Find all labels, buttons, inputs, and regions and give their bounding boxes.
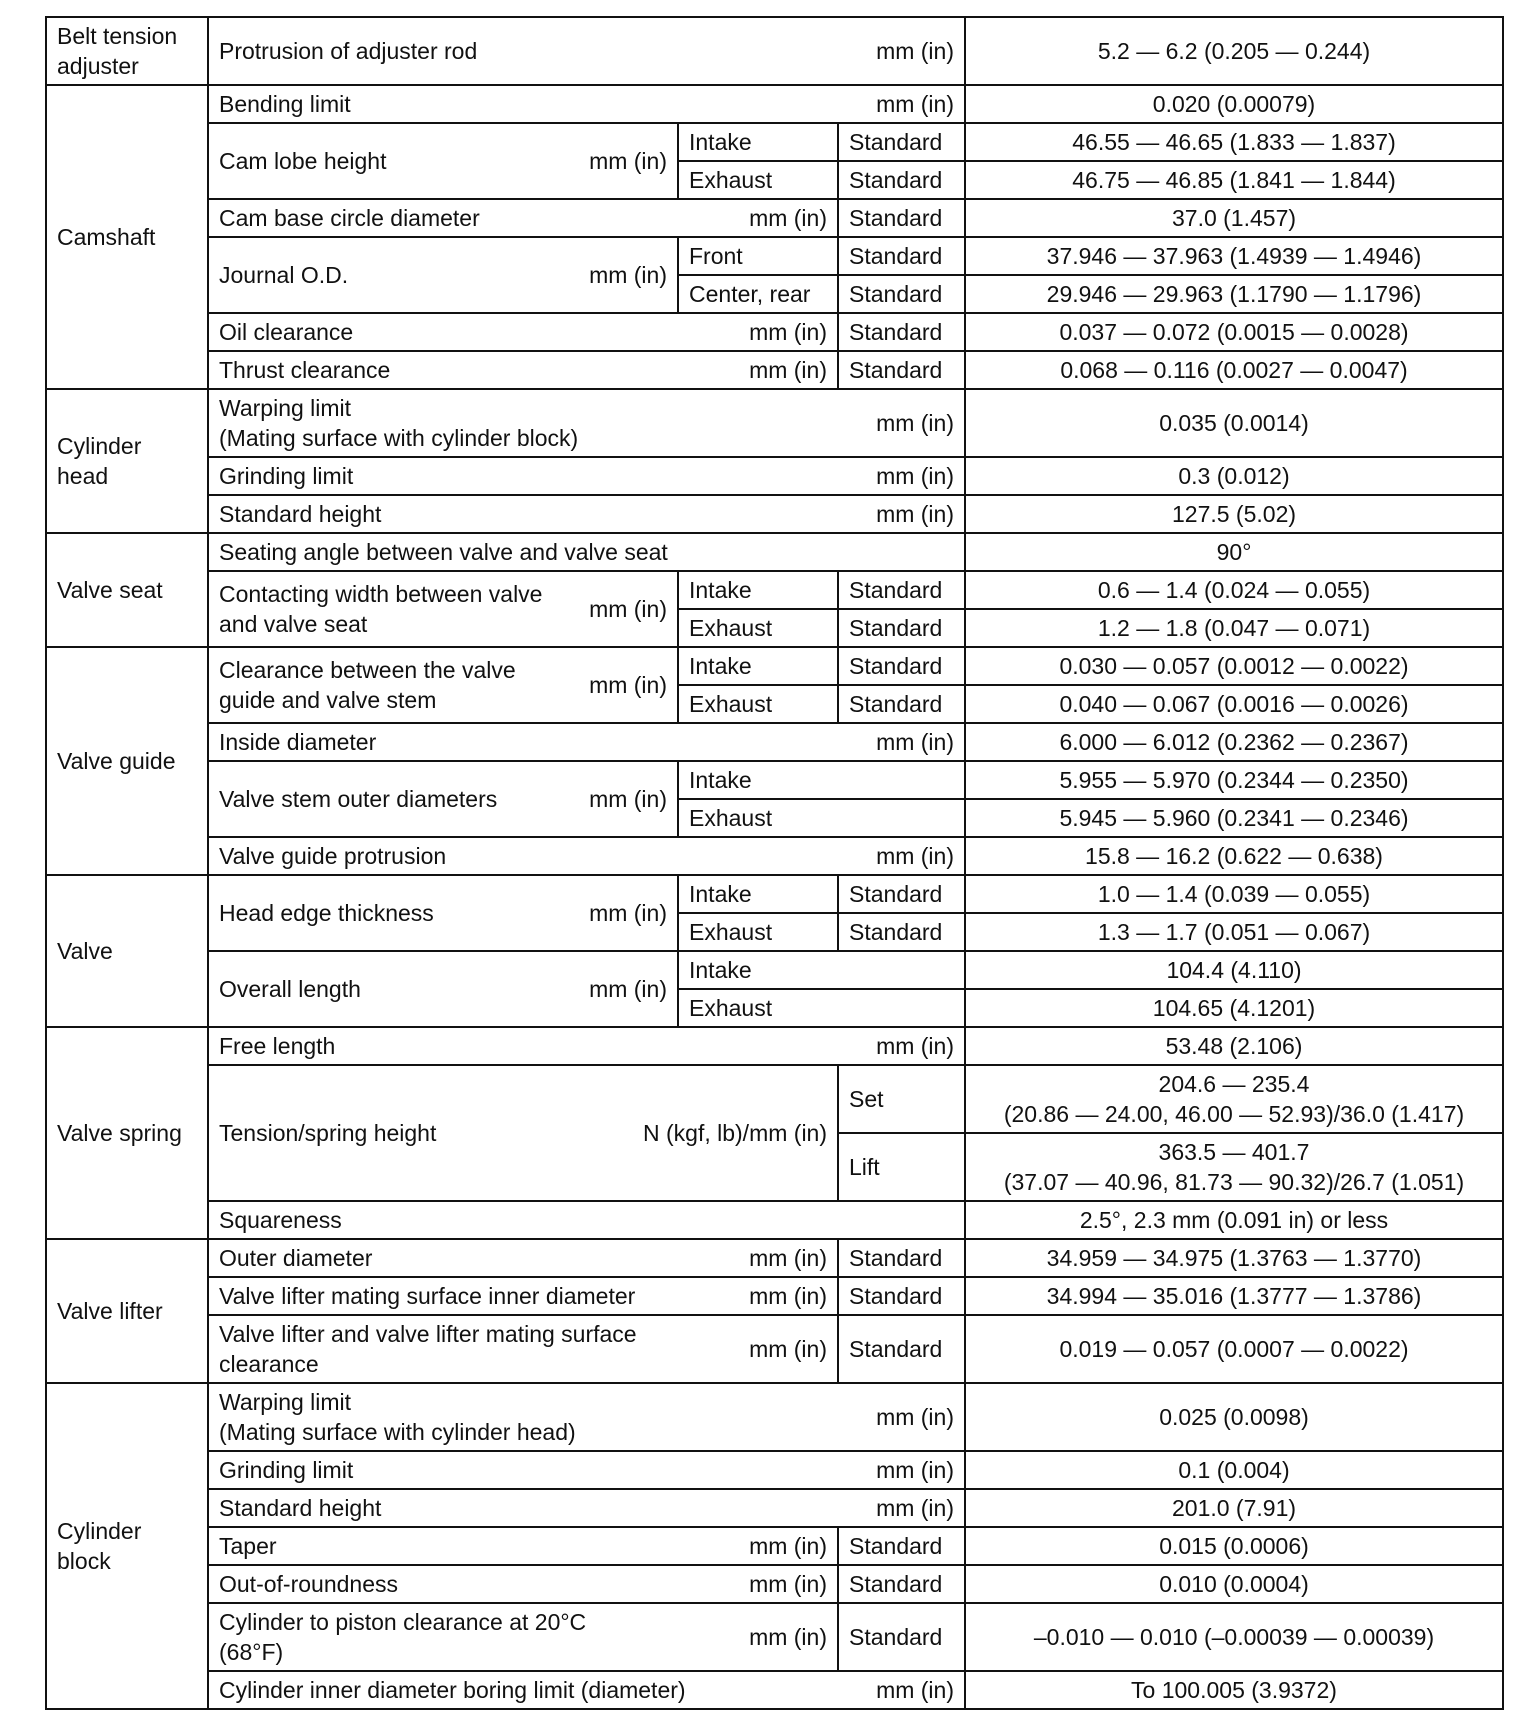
group-cylinder-block: Cylinder block bbox=[46, 1383, 208, 1709]
sub-label: Intake bbox=[678, 571, 838, 609]
value-cell: 0.015 (0.0006) bbox=[965, 1527, 1503, 1565]
standard-label: Standard bbox=[838, 1239, 965, 1277]
standard-label: Standard bbox=[838, 351, 965, 389]
value-cell: 201.0 (7.91) bbox=[965, 1489, 1503, 1527]
sub-label: Exhaust bbox=[678, 685, 838, 723]
unit-label: mm (in) bbox=[876, 843, 954, 869]
unit-label: mm (in) bbox=[876, 729, 954, 755]
sub-label: Intake bbox=[678, 761, 965, 799]
standard-label: Standard bbox=[838, 913, 965, 951]
item-label: Valve stem outer diameters bbox=[219, 786, 498, 812]
item-cell bbox=[208, 313, 838, 351]
item-label: Bending limit bbox=[219, 91, 351, 117]
value-cell: 0.6 — 1.4 (0.024 — 0.055) bbox=[965, 571, 1503, 609]
value-cell bbox=[965, 1065, 1503, 1133]
item-label: Taper bbox=[219, 1533, 277, 1559]
item-label: Valve lifter and valve lifter mating surface clearance bbox=[219, 1321, 637, 1377]
value-cell: 0.035 (0.0014) bbox=[965, 389, 1503, 457]
value-line: 363.5 — 401.7 bbox=[1158, 1139, 1310, 1165]
item-cell bbox=[208, 237, 678, 313]
value-cell: 1.2 — 1.8 (0.047 — 0.071) bbox=[965, 609, 1503, 647]
sub-label: Exhaust bbox=[678, 799, 965, 837]
table-row bbox=[46, 1027, 1503, 1065]
item-cell bbox=[208, 199, 838, 237]
unit-label: mm (in) bbox=[876, 1495, 954, 1521]
unit-label: mm (in) bbox=[749, 1283, 827, 1309]
value-cell: 29.946 — 29.963 (1.1790 — 1.1796) bbox=[965, 275, 1503, 313]
value-line: 204.6 — 235.4 bbox=[1158, 1071, 1310, 1097]
standard-label: Standard bbox=[838, 875, 965, 913]
table-row bbox=[46, 1315, 1503, 1383]
item-label: Cam base circle diameter bbox=[219, 205, 480, 231]
item-label: Contacting width between valve and valve seat bbox=[219, 581, 543, 637]
item-label: Valve guide protrusion bbox=[219, 843, 447, 869]
item-cell bbox=[208, 723, 965, 761]
unit-label: mm (in) bbox=[749, 1571, 827, 1597]
item-label-line: (Mating surface with cylinder head) bbox=[219, 1419, 576, 1445]
value-cell: 34.994 — 35.016 (1.3777 — 1.3786) bbox=[965, 1277, 1503, 1315]
item-label: Standard height bbox=[219, 1495, 382, 1521]
standard-label: Standard bbox=[838, 199, 965, 237]
item-label: Outer diameter bbox=[219, 1245, 373, 1271]
value-cell: 0.3 (0.012) bbox=[965, 457, 1503, 495]
item-cell bbox=[208, 1065, 838, 1201]
item-label: Seating angle between valve and valve seat bbox=[208, 533, 965, 571]
unit-label: mm (in) bbox=[749, 319, 827, 345]
item-cell bbox=[208, 951, 678, 1027]
sub-label: Intake bbox=[678, 875, 838, 913]
item-label: Journal O.D. bbox=[219, 262, 349, 288]
group-belt-tension-adjuster: Belt tension adjuster bbox=[46, 17, 208, 85]
unit-label: mm (in) bbox=[876, 410, 954, 436]
standard-label: Standard bbox=[838, 1527, 965, 1565]
item-label: Head edge thickness bbox=[219, 900, 434, 926]
standard-label: Standard bbox=[838, 571, 965, 609]
table-row bbox=[46, 875, 1503, 913]
unit-label: mm (in) bbox=[876, 1457, 954, 1483]
item-label-line: Warping limit bbox=[219, 1389, 352, 1415]
table-row bbox=[46, 761, 1503, 799]
sub-label: Front bbox=[678, 237, 838, 275]
item-cell bbox=[208, 761, 678, 837]
standard-label: Standard bbox=[838, 1315, 965, 1383]
unit-label: mm (in) bbox=[589, 672, 667, 698]
item-label: Oil clearance bbox=[219, 319, 354, 345]
item-cell bbox=[208, 1671, 965, 1709]
value-cell: 0.020 (0.00079) bbox=[965, 85, 1503, 123]
item-label bbox=[219, 393, 578, 453]
group-valve-guide: Valve guide bbox=[46, 647, 208, 875]
item-cell bbox=[208, 1603, 838, 1671]
standard-label: Standard bbox=[838, 647, 965, 685]
item-label: Inside diameter bbox=[219, 729, 377, 755]
sub-label: Intake bbox=[678, 647, 838, 685]
value-cell: 5.945 — 5.960 (0.2341 — 0.2346) bbox=[965, 799, 1503, 837]
value-cell: 15.8 — 16.2 (0.622 — 0.638) bbox=[965, 837, 1503, 875]
item-cell bbox=[208, 1527, 838, 1565]
unit-label: mm (in) bbox=[589, 148, 667, 174]
item-cell bbox=[208, 457, 965, 495]
table-row bbox=[46, 1603, 1503, 1671]
table-row bbox=[46, 1065, 1503, 1133]
standard-label: Standard bbox=[838, 685, 965, 723]
table-row bbox=[46, 1565, 1503, 1603]
table-row bbox=[46, 837, 1503, 875]
table-row bbox=[46, 1527, 1503, 1565]
value-cell: To 100.005 (3.9372) bbox=[965, 1671, 1503, 1709]
item-cell bbox=[208, 875, 678, 951]
value-cell: –0.010 — 0.010 (–0.00039 — 0.00039) bbox=[965, 1603, 1503, 1671]
group-valve: Valve bbox=[46, 875, 208, 1027]
value-line: (20.86 — 24.00, 46.00 — 52.93)/36.0 (1.417) bbox=[1003, 1101, 1465, 1127]
value-cell: 2.5°, 2.3 mm (0.091 in) or less bbox=[965, 1201, 1503, 1239]
table-row bbox=[46, 533, 1503, 571]
unit-label: mm (in) bbox=[589, 262, 667, 288]
item-label: Protrusion of adjuster rod bbox=[219, 38, 478, 64]
item-label-line: Warping limit bbox=[219, 395, 352, 421]
item-cell bbox=[208, 1027, 965, 1065]
value-cell: 46.75 — 46.85 (1.841 — 1.844) bbox=[965, 161, 1503, 199]
value-cell: 34.959 — 34.975 (1.3763 — 1.3770) bbox=[965, 1239, 1503, 1277]
table-row bbox=[46, 571, 1503, 609]
item-label: Clearance between the valve guide and valve stem bbox=[219, 657, 516, 713]
item-cell bbox=[208, 1383, 965, 1451]
item-cell bbox=[208, 1277, 838, 1315]
sub-label: Intake bbox=[678, 951, 965, 989]
item-cell bbox=[208, 123, 678, 199]
unit-label: mm (in) bbox=[749, 205, 827, 231]
table-row bbox=[46, 351, 1503, 389]
table-row bbox=[46, 457, 1503, 495]
sub-label: Lift bbox=[838, 1133, 965, 1201]
table-row bbox=[46, 1489, 1503, 1527]
table-row bbox=[46, 1451, 1503, 1489]
unit-label: mm (in) bbox=[876, 501, 954, 527]
item-label-line: (Mating surface with cylinder block) bbox=[219, 425, 579, 451]
item-label: Grinding limit bbox=[219, 1457, 354, 1483]
table-row bbox=[46, 123, 1503, 161]
value-cell: 0.019 — 0.057 (0.0007 — 0.0022) bbox=[965, 1315, 1503, 1383]
unit-label: N (kgf, lb)/mm (in) bbox=[643, 1120, 827, 1146]
value-cell bbox=[965, 1133, 1503, 1201]
sub-label: Exhaust bbox=[678, 609, 838, 647]
group-camshaft: Camshaft bbox=[46, 85, 208, 389]
item-label: Cylinder inner diameter boring limit (diameter) bbox=[219, 1677, 686, 1703]
unit-label: mm (in) bbox=[749, 1533, 827, 1559]
value-cell: 53.48 (2.106) bbox=[965, 1027, 1503, 1065]
value-cell: 0.030 — 0.057 (0.0012 — 0.0022) bbox=[965, 647, 1503, 685]
value-cell: 0.040 — 0.067 (0.0016 — 0.0026) bbox=[965, 685, 1503, 723]
value-cell: 1.3 — 1.7 (0.051 — 0.067) bbox=[965, 913, 1503, 951]
table-row bbox=[46, 237, 1503, 275]
item-label: Overall length bbox=[219, 976, 361, 1002]
unit-label: mm (in) bbox=[749, 1336, 827, 1362]
item-cell bbox=[208, 1451, 965, 1489]
table-row bbox=[46, 313, 1503, 351]
sub-label: Intake bbox=[678, 123, 838, 161]
table-row bbox=[46, 495, 1503, 533]
unit-label: mm (in) bbox=[749, 1245, 827, 1271]
item-cell bbox=[208, 17, 965, 85]
unit-label: mm (in) bbox=[749, 357, 827, 383]
value-cell: 5.955 — 5.970 (0.2344 — 0.2350) bbox=[965, 761, 1503, 799]
table-row bbox=[46, 647, 1503, 685]
standard-label: Standard bbox=[838, 1277, 965, 1315]
unit-label: mm (in) bbox=[589, 900, 667, 926]
item-cell bbox=[208, 85, 965, 123]
unit-label: mm (in) bbox=[589, 976, 667, 1002]
table-row bbox=[46, 1671, 1503, 1709]
sub-label: Set bbox=[838, 1065, 965, 1133]
value-cell: 37.0 (1.457) bbox=[965, 199, 1503, 237]
standard-label: Standard bbox=[838, 609, 965, 647]
item-cell bbox=[208, 351, 838, 389]
group-valve-lifter: Valve lifter bbox=[46, 1239, 208, 1383]
value-cell: 6.000 — 6.012 (0.2362 — 0.2367) bbox=[965, 723, 1503, 761]
unit-label: mm (in) bbox=[876, 1677, 954, 1703]
value-cell: 104.4 (4.110) bbox=[965, 951, 1503, 989]
value-cell: 90° bbox=[965, 533, 1503, 571]
item-label: Tension/spring height bbox=[219, 1120, 437, 1146]
value-cell: 46.55 — 46.65 (1.833 — 1.837) bbox=[965, 123, 1503, 161]
item-label: Out-of-roundness bbox=[219, 1571, 398, 1597]
sub-label: Exhaust bbox=[678, 913, 838, 951]
item-label: Cam lobe height bbox=[219, 148, 387, 174]
spec-table bbox=[45, 16, 1504, 1710]
item-cell bbox=[208, 1489, 965, 1527]
unit-label: mm (in) bbox=[876, 1033, 954, 1059]
unit-label: mm (in) bbox=[589, 786, 667, 812]
standard-label: Standard bbox=[838, 161, 965, 199]
standard-label: Standard bbox=[838, 123, 965, 161]
table-row bbox=[46, 85, 1503, 123]
sub-label: Center, rear bbox=[678, 275, 838, 313]
standard-label: Standard bbox=[838, 1603, 965, 1671]
value-cell: 1.0 — 1.4 (0.039 — 0.055) bbox=[965, 875, 1503, 913]
item-cell bbox=[208, 571, 678, 647]
standard-label: Standard bbox=[838, 275, 965, 313]
item-label: Grinding limit bbox=[219, 463, 354, 489]
value-cell: 127.5 (5.02) bbox=[965, 495, 1503, 533]
item-cell bbox=[208, 837, 965, 875]
table-row bbox=[46, 389, 1503, 457]
item-label: Valve lifter mating surface inner diameter bbox=[219, 1283, 636, 1309]
value-cell: 37.946 — 37.963 (1.4939 — 1.4946) bbox=[965, 237, 1503, 275]
table-row bbox=[46, 723, 1503, 761]
table-row bbox=[46, 951, 1503, 989]
unit-label: mm (in) bbox=[749, 1624, 827, 1650]
unit-label: mm (in) bbox=[876, 463, 954, 489]
item-cell bbox=[208, 647, 678, 723]
item-cell bbox=[208, 389, 965, 457]
standard-label: Standard bbox=[838, 1565, 965, 1603]
value-cell: 0.037 — 0.072 (0.0015 — 0.0028) bbox=[965, 313, 1503, 351]
table-row bbox=[46, 1277, 1503, 1315]
value-cell: 0.1 (0.004) bbox=[965, 1451, 1503, 1489]
group-cylinder-head: Cylinder head bbox=[46, 389, 208, 533]
table-row bbox=[46, 199, 1503, 237]
standard-label: Standard bbox=[838, 313, 965, 351]
table-row bbox=[46, 1239, 1503, 1277]
standard-label: Standard bbox=[838, 237, 965, 275]
value-line: (37.07 — 40.96, 81.73 — 90.32)/26.7 (1.051) bbox=[1003, 1169, 1465, 1195]
item-label: Cylinder to piston clearance at 20°C (68°F) bbox=[219, 1609, 587, 1665]
item-label: Squareness bbox=[208, 1201, 965, 1239]
table-row bbox=[46, 1201, 1503, 1239]
item-label bbox=[219, 1387, 576, 1447]
value-cell: 5.2 — 6.2 (0.205 — 0.244) bbox=[965, 17, 1503, 85]
unit-label: mm (in) bbox=[589, 596, 667, 622]
item-label: Thrust clearance bbox=[219, 357, 391, 383]
sub-label: Exhaust bbox=[678, 161, 838, 199]
unit-label: mm (in) bbox=[876, 38, 954, 64]
group-valve-spring: Valve spring bbox=[46, 1027, 208, 1239]
item-label: Standard height bbox=[219, 501, 382, 527]
table-row bbox=[46, 1383, 1503, 1451]
item-label: Free length bbox=[219, 1033, 336, 1059]
value-cell: 0.068 — 0.116 (0.0027 — 0.0047) bbox=[965, 351, 1503, 389]
item-cell bbox=[208, 495, 965, 533]
item-cell bbox=[208, 1565, 838, 1603]
item-cell bbox=[208, 1315, 838, 1383]
group-valve-seat: Valve seat bbox=[46, 533, 208, 647]
item-cell bbox=[208, 1239, 838, 1277]
unit-label: mm (in) bbox=[876, 91, 954, 117]
table-row bbox=[46, 17, 1503, 85]
value-cell: 0.025 (0.0098) bbox=[965, 1383, 1503, 1451]
value-cell: 0.010 (0.0004) bbox=[965, 1565, 1503, 1603]
unit-label: mm (in) bbox=[876, 1404, 954, 1430]
sub-label: Exhaust bbox=[678, 989, 965, 1027]
value-cell: 104.65 (4.1201) bbox=[965, 989, 1503, 1027]
